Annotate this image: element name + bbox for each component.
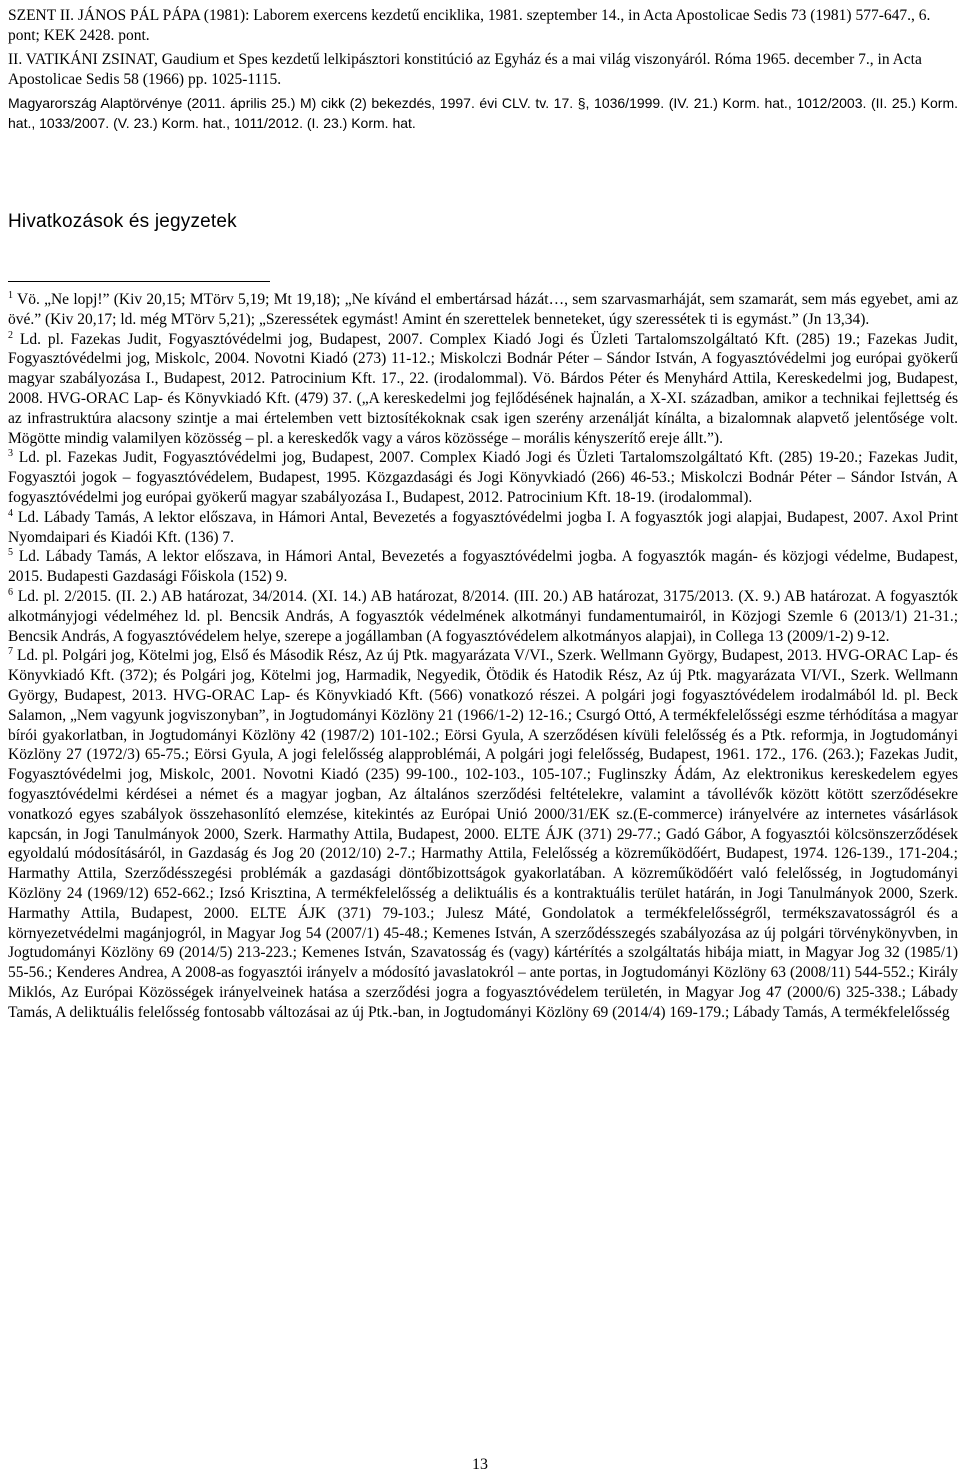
footnote (8, 330, 958, 449)
footnote-number: 2 (8, 329, 13, 341)
footnote (8, 587, 958, 646)
footnote (8, 290, 958, 330)
document-page (8, 6, 958, 1022)
footnote-number: 4 (8, 507, 13, 519)
footnote-rule (8, 281, 270, 282)
footnote-number: 7 (8, 646, 13, 658)
footnote-number: 6 (8, 586, 13, 598)
footnote (8, 646, 958, 1022)
page-number: 13 (472, 1456, 488, 1473)
footnote-text: Ld. pl. 2/2015. (II. 2.) AB határozat, 34/2014. (XI. 14.) AB határozat, 8/2014. (III. 20.) AB határozat, 3175/2013. (X. 9.) AB határozat. A fogyasztók alkotmányjogi védelméhez ld. pl. Bencsik András, A fogyasztók védelmének alkotmányi fundamentumairól, in Közjogi Szemle 6 (2013/1) 21-31.; Bencsik András, A fogyasztóvédelem helye, szerepe a jogállamban (A fogyasztóvédelem alkotmányos alapjai), in Collega 13 (2009/1-2) 9-12. (8, 587, 958, 645)
footnote-text: Ld. Lábady Tamás, A lektor előszava, in Hámori Antal, Bevezetés a fogyasztóvédelmi jogba. A fogyasztók magán- és közjogi védelme, Budapest, 2015. Budapesti Gazdasági Főiskola (152) 9. (8, 548, 958, 586)
footnote-number: 5 (8, 547, 13, 559)
footnote-text: Ld. pl. Fazekas Judit, Fogyasztóvédelmi jog, Budapest, 2007. Complex Kiadó Jogi és Üzleti Tartalomszolgáltató Kft. (285) 19-20.; Fazekas Judit, Fogyasztói jogok – fogyasztóvédelem, Budapest, 1995. Közgazdasági és Jogi Könyvkiadó (266) 46-53.; Miskolczi Bodnár Péter – Sándor István, A fogyasztóvédelmi jog európai gyökerű magyar szabályozása I., Budapest, 2012. Patrocinium Kft. 18-19. (irodalommal). (8, 449, 958, 506)
reference-line: II. VATIKÁNI ZSINAT, Gaudium et Spes kezdetű lelkipásztori konstitúció az Egyház és a mai világ viszonyáról. Róma 1965. december 7., in Acta Apostolicae Sedis 58 (1966) pp. 1025-1115. (8, 51, 922, 88)
footnote-number: 1 (8, 289, 13, 301)
law-reference: Magyarország Alaptörvénye (2011. április 25.) M) cikk (2) bekezdés, 1997. évi CLV. tv. 17. §, 1036/1999. (IV. 21.) Korm. hat., 1012/2003. (II. 25.) Korm. hat., 1033/2007. (V. 23.) Korm. hat., 1011/2012. (I. 23.) Korm. hat. (8, 95, 958, 131)
footnote-text: Ld. pl. Polgári jog, Kötelmi jog, Első és Második Rész, Az új Ptk. magyarázata V/VI., Szerk. Wellmann György, Budapest, 2013. HVG-ORAC Lap- és Könyvkiadó Kft. (372); és Polgári jog, Kötelmi jog, Harmadik, Negyedik, Ötödik és Hatodik Rész, Az új Ptk. magyarázata VI/VI., Szerk. Wellmann György, Budapest, 2013. HVG-ORAC Lap- és Könyvkiadó Kft. (566) vonatkozó részei. A polgári jogi fogyasztóvédelem irodalmából ld. pl. Beck Salamon, „Nem vagyunk jogviszonyban”, in Jogtudományi Közlöny 21 (1966/1-2) 12-16.; Csurgó Ottó, A termékfelelősségi eszme térhódítása a magyar bírói gyakorlatban, in Jogtudományi Közlöny 42 (1987/2) 101-102.; Eörsi Gyula, A szerződésen kívüli felelősség és a Ptk. reformja, in Jogtudományi Közlöny 27 (1972/3) 65-75.; Eörsi Gyula, A jogi felelősség alapproblémái, A polgári jogi felelősség, Budapest, 1961. 172., 176. (263.); Fazekas Judit, Fogyasztóvédelmi jog, Miskolc, 2001. Novotni Kiadó (235) 99-100., 102-103., 105-107.; Fuglinszky Ádám, Az elektronikus kereskedelem egyes fogyasztóvédelmi kérdései a német és a magyar jogban, Az általános szerződési feltételekre, valamint a távollévők között kötött szerződésekre vonatkozó egyes szabályok összehasonlító elemzése, kitekintés az Európai Unió 2000/31/EK sz.(E-commerce) irányelvére az internetes vásárlások kapcsán, in Jogi Tanulmányok 2000, Szerk. Harmathy Attila, Budapest, 2000. ELTE ÁJK (371) 29-77.; Gadó Gábor, A fogyasztói kölcsönszerződések egyoldalú módosításáról, in Gazdaság és Jog 20 (2012/10) 2-7.; Harmathy Attila, Felelősség a közreműködőért, Budapest, 1974. 126-139., 171-204.; Harmathy Attila, Szerződésszegési problémák a gazdasági döntőbizottságok gyakorlatában. A közreműködőért való felelősség, in Jogtudományi Közlöny 24 (1969/12) 652-662.; Izsó Krisztina, A termékfelelősség a deliktuális és a kontraktuális terület határán, in Jogi Tanulmányok 2000, Szerk. Harmathy Attila, Budapest, 2000. ELTE ÁJK (371) 79-103.; Julesz Máté, Gondolatok a termékfelelősségről, termékszavatosságról és a környezetvédelmi magánjogról, in Magyar Jog 54 (2007/1) 45-48.; Kemenes István, A szerződésszegés szabályozása az új polgári törvénykönyvben, in Jogtudományi Közlöny 69 (2014/5) 213-223.; Kemenes István, Szavatosság és (vagy) kártérítés a szolgáltatás hibája miatt, in Magyar Jog 32 (1985/1) 55-56.; Kenderes Andrea, A 2008-as fogyasztói irányelv a módosító javaslatokról – ante portas, in Jogtudományi Közlöny 63 (2008/11) 544-552.; Király Miklós, Az Európai Közösségek irányelveinek hatása a szerződési jogra a fogyasztóvédelem területén, in Magyar Jog 47 (2000/6) 325-338.; Lábady Tamás, A deliktuális felelősség fontosabb változásai az új Ptk.-ban, in Jogtudományi Közlöny 69 (2014/4) 169-179.; Lábady Tamás, A termékfelelősség (8, 647, 958, 1021)
footnote-number: 3 (8, 448, 13, 460)
reference-line: SZENT II. JÁNOS PÁL PÁPA (1981): Laborem exercens kezdetű enciklika, 1981. szeptember 14., in Acta Apostolicae Sedis 73 (1981) 577-647., 6. pont; KEK 2428. pont. (8, 7, 931, 44)
section-title: Hivatkozások és jegyzetek (8, 211, 237, 232)
footnote (8, 508, 958, 548)
footnote-text: Vö. „Ne lopj!” (Kiv 20,15; MTörv 5,19; Mt 19,18); „Ne kívánd el embertársad házát…, sem szarvasmarháját, sem szamarát, sem más egyebet, ami az övé.” (Kiv 20,17; ld. még MTörv 5,21); „Szeressétek egymást! Amint én szerettelek benneteket, úgy szeressétek ti is egymást.” (Jn 13,34). (8, 291, 958, 328)
footnotes (8, 290, 958, 1022)
footnote (8, 547, 958, 587)
footnote (8, 448, 958, 507)
footnote-text: Ld. Lábady Tamás, A lektor előszava, in Hámori Antal, Bevezetés a fogyasztóvédelmi jogba I. A fogyasztók jogi alapjai, Budapest, 2007. Axol Print Nyomdaipari és Kiadói Kft. (136) 7. (8, 508, 959, 546)
footnote-text: Ld. pl. Fazekas Judit, Fogyasztóvédelmi jog, Budapest, 2007. Complex Kiadó Jogi és Üzleti Tartalomszolgáltató Kft. (285) 19.; Fazekas Judit, Fogyasztóvédelmi jog, Miskolc, 2004. Novotni Kiadó (273) 11-12.; Miskolczi Bodnár Péter – Sándor István, A fogyasztóvédelmi jog európai gyökerű magyar szabályozása I., Budapest, 2012. Patrocinium Kft. 17., 22. (irodalommal). Vö. Bárdos Péter és Menyhárd Attila, Kereskedelmi jog, Budapest, 2008. HVG-ORAC Lap- és Könyvkiadó Kft. (479) 37. („A kereskedelmi jog fejlődésének hajnalán, a X-XI. században, amikor a technikai fejlettség és az infrastruktúra alacsony szintje a mai értelemben vett biztosítékoknak csak igen szerény arzenálját kínálta, a bizalomnak alapvető jelentősége volt. Mögötte mindig valamilyen közösség – pl. a kereskedők vagy a város közössége – morális kényszerítő ereje állt.”). (8, 330, 958, 447)
